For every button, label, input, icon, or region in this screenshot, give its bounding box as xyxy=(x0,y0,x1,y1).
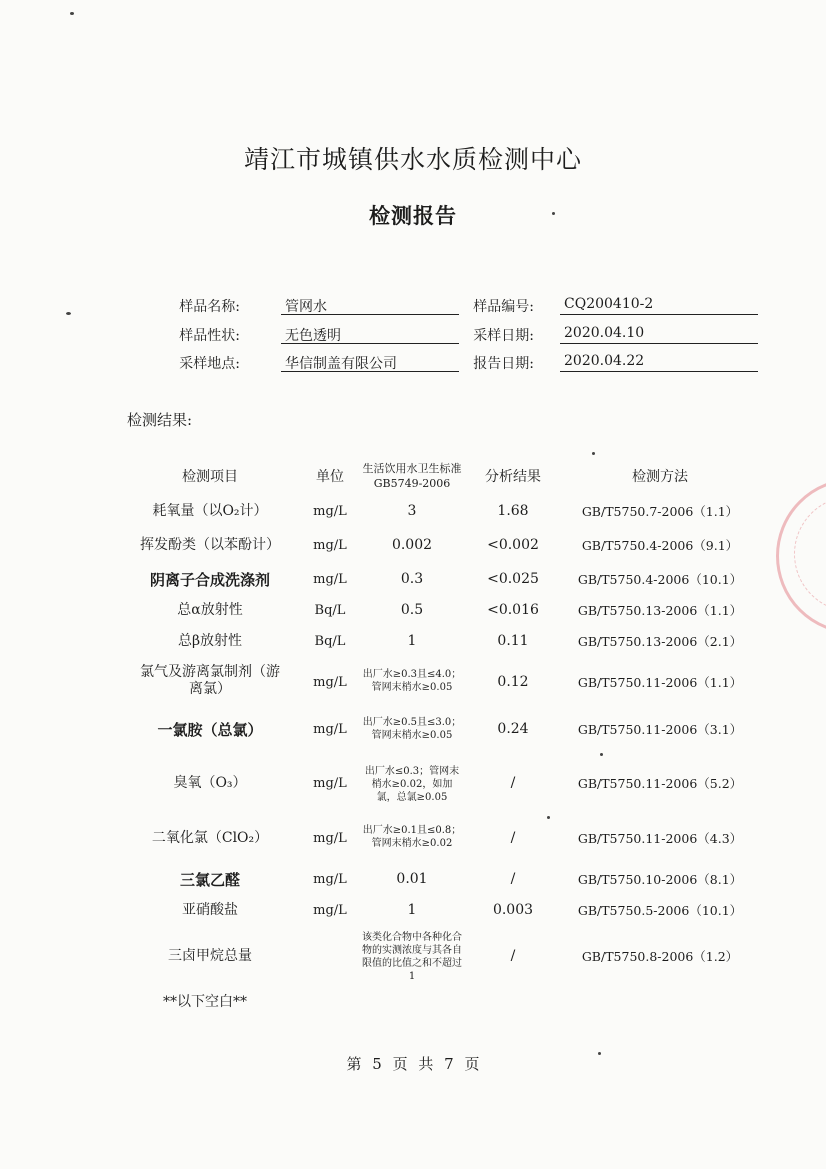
cell-unit: mg/L xyxy=(313,830,347,846)
report-title: 检测报告 xyxy=(369,203,457,228)
cell-limit: 出厂水≤0.3；管网末梢水≥0.02，如加氯，总氯≥0.05 xyxy=(364,765,460,803)
cell-unit: mg/L xyxy=(313,721,347,737)
scan-speck xyxy=(592,452,595,455)
cell-method: GB/T5750.11-2006（1.1） xyxy=(577,675,743,690)
blank-below-note: **以下空白** xyxy=(163,994,247,1010)
cell-result: 0.003 xyxy=(492,902,534,918)
sampling-site-label: 采样地点: xyxy=(179,356,240,372)
cell-method: GB/T5750.8-2006（1.2） xyxy=(581,949,739,964)
cell-result: / xyxy=(510,871,516,887)
scan-speck xyxy=(600,753,603,756)
sampling-date-label: 采样日期: xyxy=(473,328,534,344)
cell-result: / xyxy=(510,775,516,791)
report-date-label: 报告日期: xyxy=(473,356,534,372)
cell-item: 三卤甲烷总量 xyxy=(168,947,252,964)
cell-limit: 该类化合物中各种化合物的实测浓度与其各自限值的比值之和不超过1 xyxy=(362,932,462,982)
cell-limit: 1 xyxy=(407,633,417,649)
cell-item: 臭氧（O₃） xyxy=(173,774,247,791)
cell-method: GB/T5750.5-2006（10.1） xyxy=(577,903,743,918)
cell-unit: mg/L xyxy=(313,674,347,690)
cell-unit: mg/L xyxy=(313,871,347,887)
scan-speck xyxy=(70,12,74,15)
sample-no-label: 样品编号: xyxy=(473,299,534,315)
cell-unit: mg/L xyxy=(313,503,347,519)
cell-unit: mg/L xyxy=(313,775,347,791)
cell-unit: Bq/L xyxy=(314,633,346,649)
page-number: 第 5 页 共 7 页 xyxy=(346,1055,480,1073)
cell-method: GB/T5750.4-2006（9.1） xyxy=(581,538,739,553)
cell-method: GB/T5750.11-2006（4.3） xyxy=(577,831,743,846)
cell-method: GB/T5750.13-2006（1.1） xyxy=(577,603,743,618)
cell-item: 氯气及游离氯制剂（游离氯） xyxy=(140,664,280,697)
cell-item: 总α放射性 xyxy=(177,601,243,618)
col-header-item: 检测项目 xyxy=(182,469,238,485)
cell-method: GB/T5750.13-2006（2.1） xyxy=(577,634,743,649)
scan-speck xyxy=(66,312,71,315)
cell-unit: mg/L xyxy=(313,537,347,553)
cell-method: GB/T5750.4-2006（10.1） xyxy=(577,572,743,587)
cell-result: <0.002 xyxy=(487,537,539,553)
cell-result: <0.016 xyxy=(487,602,539,618)
sample-name-value: 管网水 xyxy=(281,296,459,315)
col-header-result: 分析结果 xyxy=(485,469,541,485)
org-title: 靖江市城镇供水水质检测中心 xyxy=(243,145,582,174)
cell-unit: mg/L xyxy=(313,571,347,587)
sampling-date-value: 2020.04.10 xyxy=(560,325,758,344)
cell-limit: 0.3 xyxy=(400,571,424,587)
cell-limit: 出厂水≥0.5且≤3.0；管网末梢水≥0.05 xyxy=(362,717,462,741)
cell-result: <0.025 xyxy=(487,571,539,587)
cell-item: 挥发酚类（以苯酚计） xyxy=(140,536,280,553)
cell-item: 三氯乙醛 xyxy=(179,870,240,889)
cell-result: 0.12 xyxy=(497,674,529,690)
cell-method: GB/T5750.11-2006（3.1） xyxy=(577,722,743,737)
cell-result: 1.68 xyxy=(497,503,529,519)
sampling-site-value: 华信制盖有限公司 xyxy=(281,353,459,372)
results-label: 检测结果: xyxy=(127,411,193,429)
cell-method: GB/T5750.11-2006（5.2） xyxy=(577,776,743,791)
cell-result: / xyxy=(510,830,516,846)
cell-item: 总β放射性 xyxy=(177,632,243,649)
cell-item: 一氯胺（总氯） xyxy=(157,720,263,739)
sample-property-label: 样品性状: xyxy=(179,328,240,344)
sample-no-value: CQ200410-2 xyxy=(560,296,758,315)
cell-limit: 3 xyxy=(407,503,417,519)
cell-limit: 出厂水≥0.3且≤4.0；管网末梢水≥0.05 xyxy=(362,669,462,693)
cell-result: 0.11 xyxy=(497,633,529,649)
sample-property-value: 无色透明 xyxy=(281,325,459,344)
cell-method: GB/T5750.7-2006（1.1） xyxy=(581,504,739,519)
cell-limit: 0.002 xyxy=(391,537,433,553)
cell-unit: mg/L xyxy=(313,902,347,918)
cell-limit: 出厂水≥0.1且≤0.8；管网末梢水≥0.02 xyxy=(362,825,462,849)
cell-method: GB/T5750.10-2006（8.1） xyxy=(577,872,743,887)
cell-limit: 1 xyxy=(407,902,417,918)
cell-item: 耗氧量（以O₂计） xyxy=(152,502,268,519)
cell-limit: 0.5 xyxy=(400,602,424,618)
cell-item: 亚硝酸盐 xyxy=(182,901,238,918)
col-header-unit: 单位 xyxy=(316,469,344,485)
cell-unit: Bq/L xyxy=(314,602,346,618)
cell-limit: 0.01 xyxy=(396,871,428,887)
cell-item: 阴离子合成洗涤剂 xyxy=(149,570,270,589)
report-date-value: 2020.04.22 xyxy=(560,353,758,372)
sample-name-label: 样品名称: xyxy=(179,299,240,315)
cell-result: 0.24 xyxy=(497,721,529,737)
cell-result: / xyxy=(510,948,516,964)
col-header-limit: 生活饮用水卫生标准GB5749-2006 xyxy=(362,462,462,490)
cell-item: 二氧化氯（ClO₂） xyxy=(151,829,269,846)
col-header-method: 检测方法 xyxy=(632,469,688,485)
scan-speck xyxy=(547,816,550,819)
cell-unit xyxy=(295,943,365,969)
